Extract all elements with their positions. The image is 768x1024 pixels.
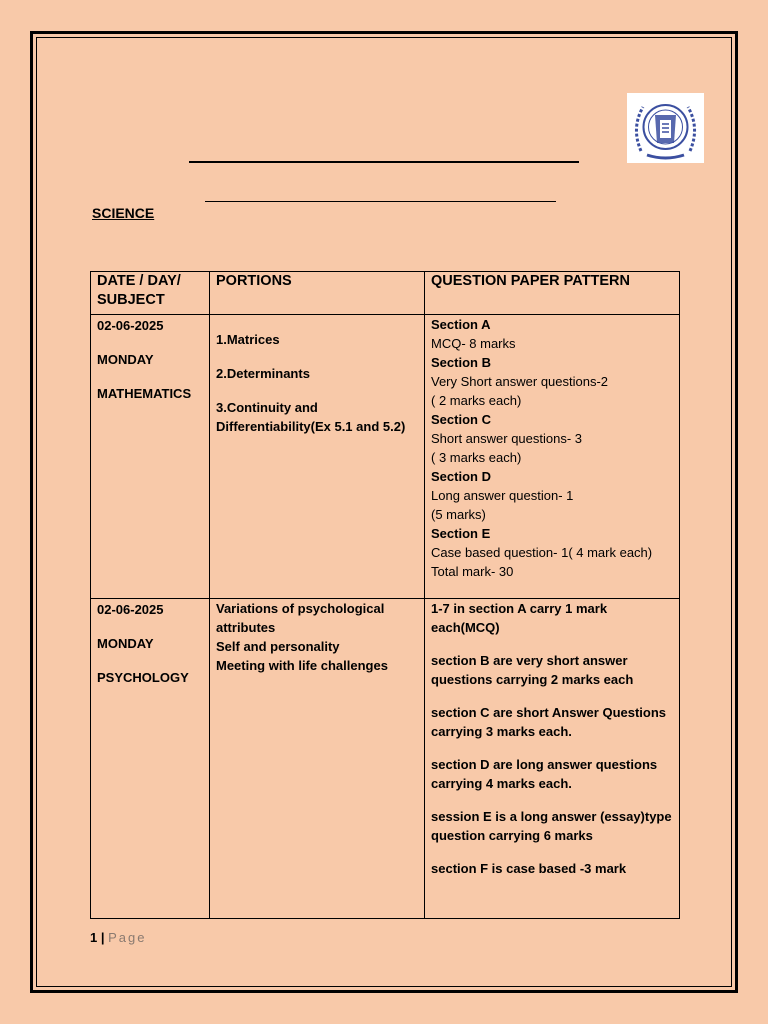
exam-subject: MATHEMATICS (97, 386, 192, 401)
table-row (91, 599, 680, 919)
pattern-cell (425, 599, 680, 919)
header-date-day-subject: DATE / DAY/ SUBJECT (91, 272, 210, 315)
page-number: 1 (90, 930, 98, 945)
section-label: Section D (431, 469, 491, 484)
pattern-line: ( 2 marks each) (431, 393, 522, 408)
exam-day: MONDAY (97, 352, 154, 367)
section-label: Section E (431, 526, 491, 541)
pattern-line: (5 marks) (431, 507, 486, 522)
pattern-line: section D are long answer questions carrying 4 marks each. (431, 757, 658, 791)
pattern-line: Case based question- 1( 4 mark each) (431, 545, 653, 560)
portion-item: 1.Matrices (216, 332, 280, 347)
total-marks: Total mark- 30 (431, 564, 514, 579)
table-header-row (91, 272, 680, 315)
portions-cell (210, 315, 425, 599)
section-label: Section B (431, 355, 491, 370)
pattern-line: section C are short Answer Questions carrying 3 marks each. (431, 705, 667, 739)
subject-heading: SCIENCE (92, 205, 155, 221)
header-portions: PORTIONS (210, 272, 425, 315)
portion-item: Meeting with life challenges (216, 658, 388, 673)
pattern-line: Short answer questions- 3 (431, 431, 583, 446)
date-day-subject-cell (91, 315, 210, 599)
portion-item: 3.Continuity and Differentiability(Ex 5.1 and 5.2) (216, 400, 406, 434)
portion-item: 2.Determinants (216, 366, 310, 381)
header-question-paper-pattern: QUESTION PAPER PATTERN (425, 272, 680, 315)
date-day-subject-cell (91, 599, 210, 919)
school-emblem-logo (627, 93, 704, 163)
section-label: Section C (431, 412, 491, 427)
title-line (189, 161, 579, 163)
footer-separator: | (100, 930, 105, 945)
exam-subject: PSYCHOLOGY (97, 670, 189, 685)
page-footer (90, 930, 147, 945)
pattern-line: section F is case based -3 mark (431, 861, 627, 876)
portion-item: Variations of psychological attributes (216, 601, 385, 635)
exam-day: MONDAY (97, 636, 154, 651)
exam-schedule-table (90, 271, 680, 919)
pattern-line: session E is a long answer (essay)type question carrying 6 marks (431, 809, 672, 843)
table-row (91, 315, 680, 599)
exam-date: 02-06-2025 (97, 318, 164, 333)
pattern-line: ( 3 marks each) (431, 450, 522, 465)
pattern-line: section B are very short answer questions carrying 2 marks each (431, 653, 634, 687)
portion-item: Self and personality (216, 639, 340, 654)
exam-date: 02-06-2025 (97, 602, 164, 617)
pattern-line: 1-7 in section A carry 1 mark each(MCQ) (431, 601, 608, 635)
section-label: Section A (431, 317, 491, 332)
subtitle-line (205, 201, 556, 202)
pattern-cell (425, 315, 680, 599)
pattern-line: MCQ- 8 marks (431, 336, 516, 351)
pattern-line: Very Short answer questions-2 (431, 374, 609, 389)
page-label: Page (108, 930, 147, 945)
portions-cell (210, 599, 425, 919)
pattern-line: Long answer question- 1 (431, 488, 574, 503)
